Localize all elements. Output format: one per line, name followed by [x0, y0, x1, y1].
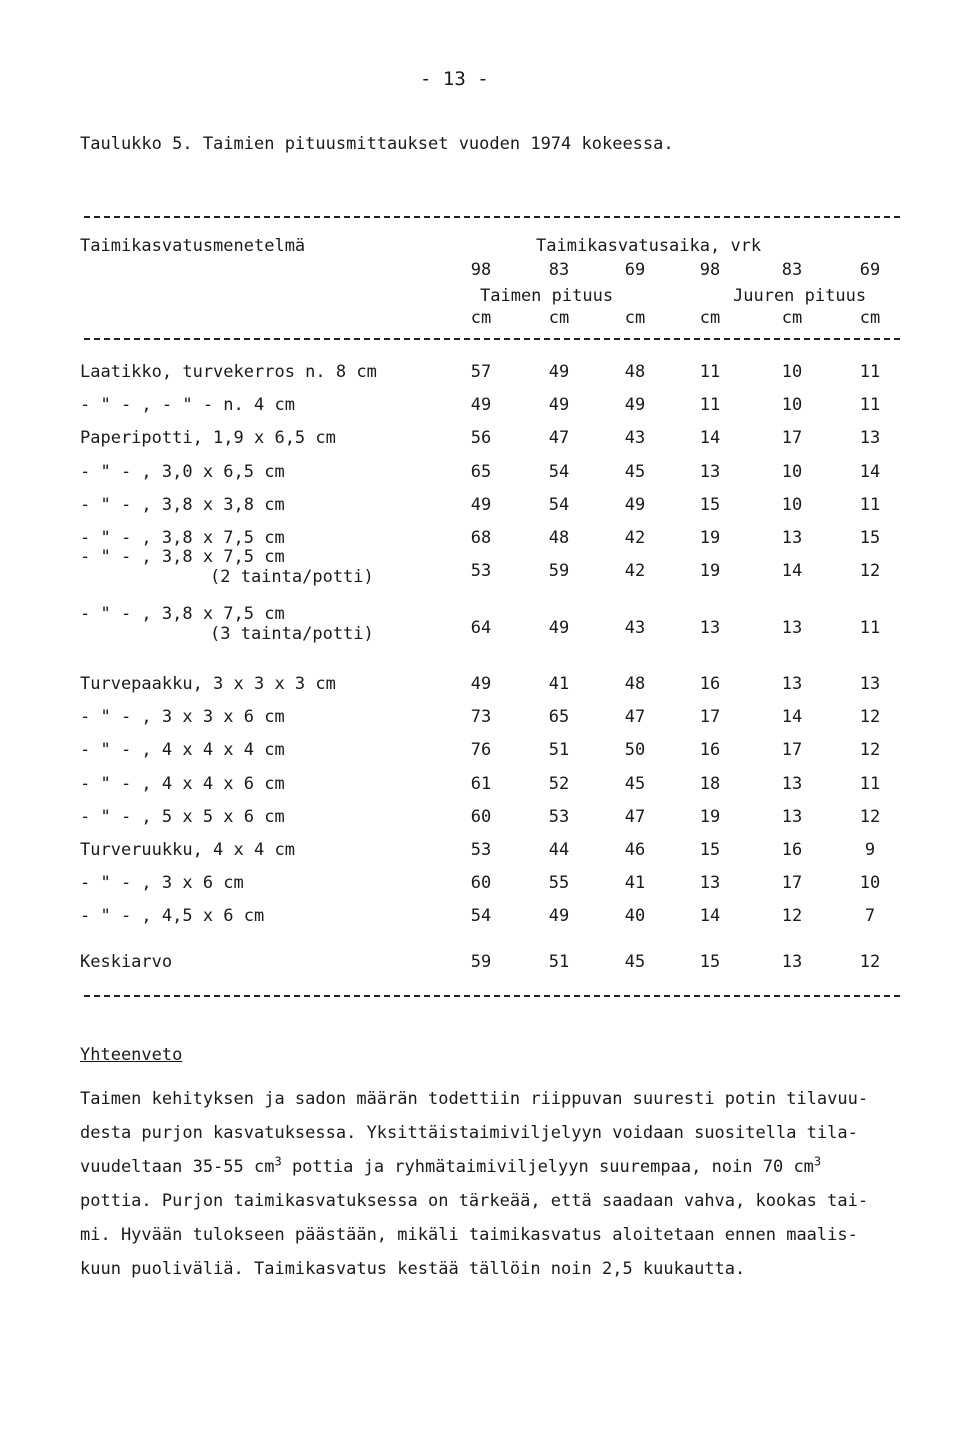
method-label: - " - , - " - n. 4 cm: [80, 395, 295, 415]
summary-line: Taimen kehityksen ja sadon määrän todettiin riippuvan suuresti potin tilavuu-: [80, 1089, 869, 1109]
value-cell: 49: [548, 906, 570, 926]
method-cell: [80, 674, 336, 694]
summary-line: mi. Hyvään tulokseen päästään, mikäli taimikasvatus aloitetaan ennen maalis-: [80, 1225, 858, 1245]
method-label: - " - , 4 x 4 x 4 cm: [80, 740, 285, 760]
value-cell: 54: [548, 495, 570, 515]
method-label: Turvepaakku, 3 x 3 x 3 cm: [80, 674, 336, 694]
value-cell: 11: [859, 774, 881, 794]
value-cell: 19: [699, 561, 721, 581]
method-label: - " - , 3,8 x 7,5 cm: [80, 604, 285, 624]
value-cell: 17: [781, 740, 803, 760]
value-cell: 12: [859, 740, 881, 760]
method-cell: [80, 495, 285, 515]
value-cell: 46: [624, 840, 646, 860]
summary-line-part: pottia ja ryhmätaimiviljelyyn suurempaa, noin 70 cm: [281, 1157, 814, 1177]
method-cell: [80, 906, 264, 926]
value-cell: 13: [781, 528, 803, 548]
value-cell: 60: [470, 807, 492, 827]
value-cell: 76: [470, 740, 492, 760]
value-cell: 43: [624, 428, 646, 448]
value-cell: 16: [781, 840, 803, 860]
value-cell: 12: [859, 807, 881, 827]
value-cell: 41: [624, 873, 646, 893]
method-sublabel: (2 tainta/potti): [210, 567, 374, 587]
method-cell: [80, 362, 377, 382]
page-number: - 13 -: [420, 68, 489, 90]
value-cell: 14: [781, 707, 803, 727]
method-label: - " - , 5 x 5 x 6 cm: [80, 807, 285, 827]
value-cell: 17: [781, 428, 803, 448]
method-cell: [80, 528, 285, 548]
value-cell: 10: [781, 395, 803, 415]
value-cell: 49: [624, 395, 646, 415]
value-cell: 49: [470, 674, 492, 694]
value-cell: 44: [548, 840, 570, 860]
value-cell: 45: [624, 462, 646, 482]
value-cell: 53: [470, 840, 492, 860]
average-value-cell: 12: [859, 952, 881, 972]
unit-header-cell: cm: [470, 308, 492, 328]
value-cell: 10: [859, 873, 881, 893]
value-cell: 13: [859, 428, 881, 448]
value-cell: 10: [781, 462, 803, 482]
value-cell: 45: [624, 774, 646, 794]
value-cell: 10: [781, 495, 803, 515]
value-cell: 57: [470, 362, 492, 382]
method-cell: [80, 774, 285, 794]
method-cell: [80, 547, 374, 587]
value-cell: 54: [548, 462, 570, 482]
value-cell: 11: [859, 618, 881, 638]
value-cell: 53: [470, 561, 492, 581]
method-cell: [80, 740, 285, 760]
unit-header-cell: cm: [859, 308, 881, 328]
value-cell: 48: [548, 528, 570, 548]
value-cell: 15: [859, 528, 881, 548]
value-cell: 13: [781, 774, 803, 794]
method-label: - " - , 3 x 3 x 6 cm: [80, 707, 285, 727]
value-cell: 13: [781, 807, 803, 827]
value-cell: 40: [624, 906, 646, 926]
value-cell: 49: [548, 618, 570, 638]
value-cell: 42: [624, 528, 646, 548]
summary-line: kuun puoliväliä. Taimikasvatus kestää tällöin noin 2,5 kuukautta.: [80, 1259, 746, 1279]
value-cell: 12: [859, 561, 881, 581]
value-cell: 49: [470, 395, 492, 415]
method-label: - " - , 3,0 x 6,5 cm: [80, 462, 285, 482]
value-cell: 14: [859, 462, 881, 482]
day-header-cell: 69: [624, 260, 646, 280]
method-label: - " - , 3,8 x 3,8 cm: [80, 495, 285, 515]
value-cell: 49: [624, 495, 646, 515]
summary-line-part: vuudeltaan 35-55 cm: [80, 1157, 275, 1177]
shoot-length-header: Taimen pituus: [480, 286, 614, 306]
method-label: Turveruukku, 4 x 4 cm: [80, 840, 295, 860]
value-cell: 19: [699, 528, 721, 548]
value-cell: 14: [699, 428, 721, 448]
value-cell: 11: [859, 495, 881, 515]
value-cell: 47: [624, 807, 646, 827]
method-column-header: Taimikasvatusmenetelmä: [80, 236, 306, 256]
value-cell: 13: [781, 618, 803, 638]
value-cell: 73: [470, 707, 492, 727]
method-cell: [80, 840, 295, 860]
unit-header-cell: cm: [699, 308, 721, 328]
table-bottom-rule: [84, 995, 900, 997]
average-label: Keskiarvo: [80, 952, 173, 972]
summary-line: pottia. Purjon taimikasvatuksessa on tärkeää, että saadaan vahva, kookas tai-: [80, 1191, 869, 1211]
day-header-cell: 98: [470, 260, 492, 280]
method-label: - " - , 3 x 6 cm: [80, 873, 244, 893]
value-cell: 14: [781, 561, 803, 581]
superscript: 3: [274, 1154, 282, 1169]
value-cell: 47: [548, 428, 570, 448]
superscript: 3: [813, 1154, 822, 1169]
header-bottom-rule: [84, 338, 900, 340]
average-value-cell: 51: [548, 952, 570, 972]
value-cell: 68: [470, 528, 492, 548]
value-cell: 52: [548, 774, 570, 794]
value-cell: 11: [699, 395, 721, 415]
method-label: - " - , 3,8 x 7,5 cm: [80, 528, 285, 548]
value-cell: 50: [624, 740, 646, 760]
unit-header-cell: cm: [624, 308, 646, 328]
value-cell: 48: [624, 674, 646, 694]
value-cell: 13: [859, 674, 881, 694]
day-header-cell: 83: [548, 260, 570, 280]
value-cell: 10: [781, 362, 803, 382]
day-header-cell: 98: [699, 260, 721, 280]
method-label: - " - , 4,5 x 6 cm: [80, 906, 265, 926]
value-cell: 15: [699, 495, 721, 515]
value-cell: 13: [699, 462, 721, 482]
value-cell: 65: [548, 707, 570, 727]
average-value-cell: 59: [470, 952, 492, 972]
method-label: Paperipotti, 1,9 x 6,5 cm: [80, 428, 336, 448]
method-label: - " - , 3,8 x 7,5 cm: [80, 547, 285, 567]
method-cell: [80, 873, 244, 893]
value-cell: 42: [624, 561, 646, 581]
value-cell: 59: [548, 561, 570, 581]
value-cell: 13: [699, 873, 721, 893]
value-cell: 13: [781, 674, 803, 694]
summary-line: [80, 1150, 940, 1184]
value-cell: 12: [781, 906, 803, 926]
value-cell: 61: [470, 774, 492, 794]
value-cell: 19: [699, 807, 721, 827]
value-cell: 18: [699, 774, 721, 794]
method-cell: [80, 462, 285, 482]
value-cell: 11: [859, 362, 881, 382]
unit-header-cell: cm: [781, 308, 803, 328]
summary-paragraph: [80, 1082, 940, 1286]
value-cell: 43: [624, 618, 646, 638]
average-value-cell: 45: [624, 952, 646, 972]
time-column-header: Taimikasvatusaika, vrk: [536, 236, 762, 256]
summary-line: desta purjon kasvatuksessa. Yksittäistaimiviljelyyn voidaan suositella tila-: [80, 1123, 858, 1143]
method-cell: [80, 604, 374, 644]
method-cell: [80, 807, 285, 827]
root-length-header: Juuren pituus: [733, 286, 867, 306]
value-cell: 55: [548, 873, 570, 893]
value-cell: 60: [470, 873, 492, 893]
method-sublabel: (3 tainta/potti): [210, 624, 374, 644]
summary-title: Yhteenveto: [80, 1045, 183, 1065]
method-label: Laatikko, turvekerros n. 8 cm: [80, 362, 377, 382]
value-cell: 49: [548, 395, 570, 415]
average-value-cell: 13: [781, 952, 803, 972]
value-cell: 16: [699, 674, 721, 694]
value-cell: 17: [781, 873, 803, 893]
value-cell: 11: [859, 395, 881, 415]
value-cell: 56: [470, 428, 492, 448]
unit-header-cell: cm: [548, 308, 570, 328]
method-cell: [80, 428, 336, 448]
method-cell: [80, 395, 295, 415]
day-header-cell: 83: [781, 260, 803, 280]
value-cell: 41: [548, 674, 570, 694]
method-cell: [80, 707, 285, 727]
value-cell: 13: [699, 618, 721, 638]
table-caption: Taulukko 5. Taimien pituusmittaukset vuoden 1974 kokeessa.: [80, 134, 674, 154]
value-cell: 9: [864, 840, 876, 860]
value-cell: 11: [699, 362, 721, 382]
value-cell: 12: [859, 707, 881, 727]
value-cell: 51: [548, 740, 570, 760]
value-cell: 49: [470, 495, 492, 515]
method-label: - " - , 4 x 4 x 6 cm: [80, 774, 285, 794]
value-cell: 47: [624, 707, 646, 727]
average-value-cell: 15: [699, 952, 721, 972]
value-cell: 53: [548, 807, 570, 827]
value-cell: 65: [470, 462, 492, 482]
value-cell: 15: [699, 840, 721, 860]
value-cell: 16: [699, 740, 721, 760]
table-top-rule: [84, 216, 900, 218]
value-cell: 7: [864, 906, 876, 926]
day-header-cell: 69: [859, 260, 881, 280]
value-cell: 14: [699, 906, 721, 926]
value-cell: 49: [548, 362, 570, 382]
value-cell: 64: [470, 618, 492, 638]
value-cell: 48: [624, 362, 646, 382]
value-cell: 54: [470, 906, 492, 926]
value-cell: 17: [699, 707, 721, 727]
